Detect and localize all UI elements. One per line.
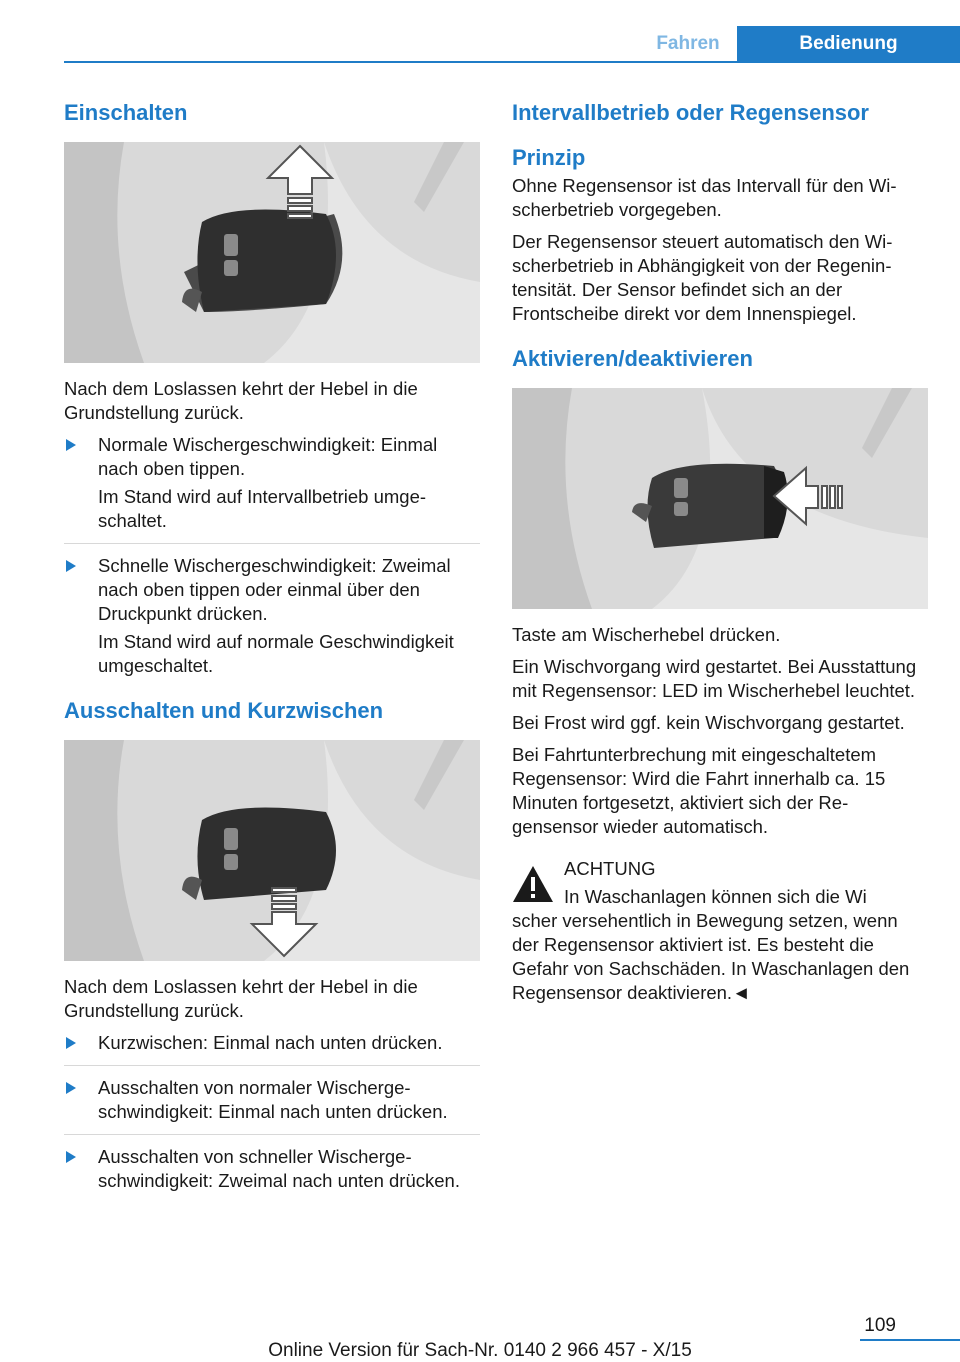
triangle-bullet-icon — [66, 1037, 76, 1049]
warning-label: ACHTUNG — [564, 858, 656, 879]
list-item — [64, 543, 480, 678]
aktivieren-text-3: Bei Frost wird ggf. kein Wischvorgang gestartet. — [512, 712, 905, 733]
heading-einschalten: Einschalten — [64, 100, 188, 125]
warning-text-first: In Waschanlagen können sich die Wi — [564, 886, 867, 907]
einschalten-text: Nach dem Loslassen kehrt der Hebel in die Grundstellung zurück. — [64, 378, 418, 423]
right-column — [512, 98, 928, 1009]
heading-aktivieren: Aktivieren/deaktivieren — [512, 346, 753, 371]
figure-lever-down — [64, 740, 480, 961]
figure-lever-button — [512, 388, 928, 609]
triangle-bullet-icon — [66, 439, 76, 451]
triangle-bullet-icon — [66, 560, 76, 572]
figure-lever-up — [64, 142, 480, 363]
ausschalten-list — [64, 1031, 480, 1193]
list-item-subtext: Im Stand wird auf normale Geschwindigkeit umgeschaltet. — [98, 631, 454, 676]
list-item-text: Ausschalten von schneller Wischergeschwindigkeit: Zweimal nach unten drücken. — [98, 1146, 460, 1191]
einschalten-list — [64, 433, 480, 678]
list-item-text: Kurzwischen: Einmal nach unten drücken. — [98, 1032, 443, 1053]
heading-prinzip: Prinzip — [512, 145, 586, 170]
aktivieren-text-4: Bei Fahrtunterbrechung mit eingeschaltetem Regensensor: Wird die Fahrt innerhalb ca. 15 Minuten fortgesetzt, aktiviert sich der Regensensor wieder automatisch. — [512, 744, 886, 837]
list-item-text: Schnelle Wischergeschwindigkeit: Zweimal nach oben tippen oder einmal über den Druckpunkt drücken. — [98, 555, 451, 624]
page-number: 109 — [864, 1315, 896, 1336]
list-item — [64, 433, 480, 533]
heading-intervallbetrieb: Intervallbetrieb oder Regensensor — [512, 100, 869, 125]
warning-block — [512, 857, 928, 1005]
list-item — [64, 1134, 480, 1193]
left-column — [64, 98, 480, 1203]
tab-bedienung[interactable]: Bedienung — [737, 26, 960, 62]
triangle-bullet-icon — [66, 1082, 76, 1094]
tab-fahren[interactable]: Fahren — [656, 33, 720, 54]
prinzip-text-2: Der Regensensor steuert automatisch den Wischerbetrieb in Abhängigkeit von der Regenintensität. Der Sensor befindet sich an der Frontscheibe direkt vor dem Innenspiegel. — [512, 231, 893, 324]
triangle-bullet-icon — [66, 1151, 76, 1163]
warning-text-rest: scher versehentlich in Bewegung setzen, wenn der Regensensor aktiviert ist. Es besteht die Gefahr von Sachschäden. In Waschanlagen den Regensensor deaktivieren.◄ — [512, 910, 910, 1003]
prinzip-text-1: Ohne Regensensor ist das Intervall für den Wischerbetrieb vorgegeben. — [512, 175, 897, 220]
aktivieren-text-2: Ein Wischvorgang wird gestartet. Bei Ausstattung mit Regensensor: LED im Wischerhebel leuchtet. — [512, 656, 917, 701]
heading-ausschalten: Ausschalten und Kurzwischen — [64, 698, 384, 723]
list-item — [64, 1031, 480, 1055]
list-item-subtext: Im Stand wird auf Intervallbetrieb umgeschaltet. — [98, 486, 427, 531]
footer-online-version: Online Version für Sach-Nr. 0140 2 966 457 - X/15 — [268, 1340, 692, 1361]
list-item-text: Normale Wischergeschwindigkeit: Einmal nach oben tippen. — [98, 434, 438, 479]
warning-triangle-icon — [512, 865, 554, 903]
list-item — [64, 1065, 480, 1124]
ausschalten-text: Nach dem Loslassen kehrt der Hebel in die Grundstellung zurück. — [64, 976, 418, 1021]
header-rule — [64, 61, 960, 63]
page-header — [0, 0, 960, 62]
list-item-text: Ausschalten von normaler Wischergeschwindigkeit: Einmal nach unten drücken. — [98, 1077, 448, 1122]
aktivieren-text-1: Taste am Wischerhebel drücken. — [512, 624, 781, 645]
